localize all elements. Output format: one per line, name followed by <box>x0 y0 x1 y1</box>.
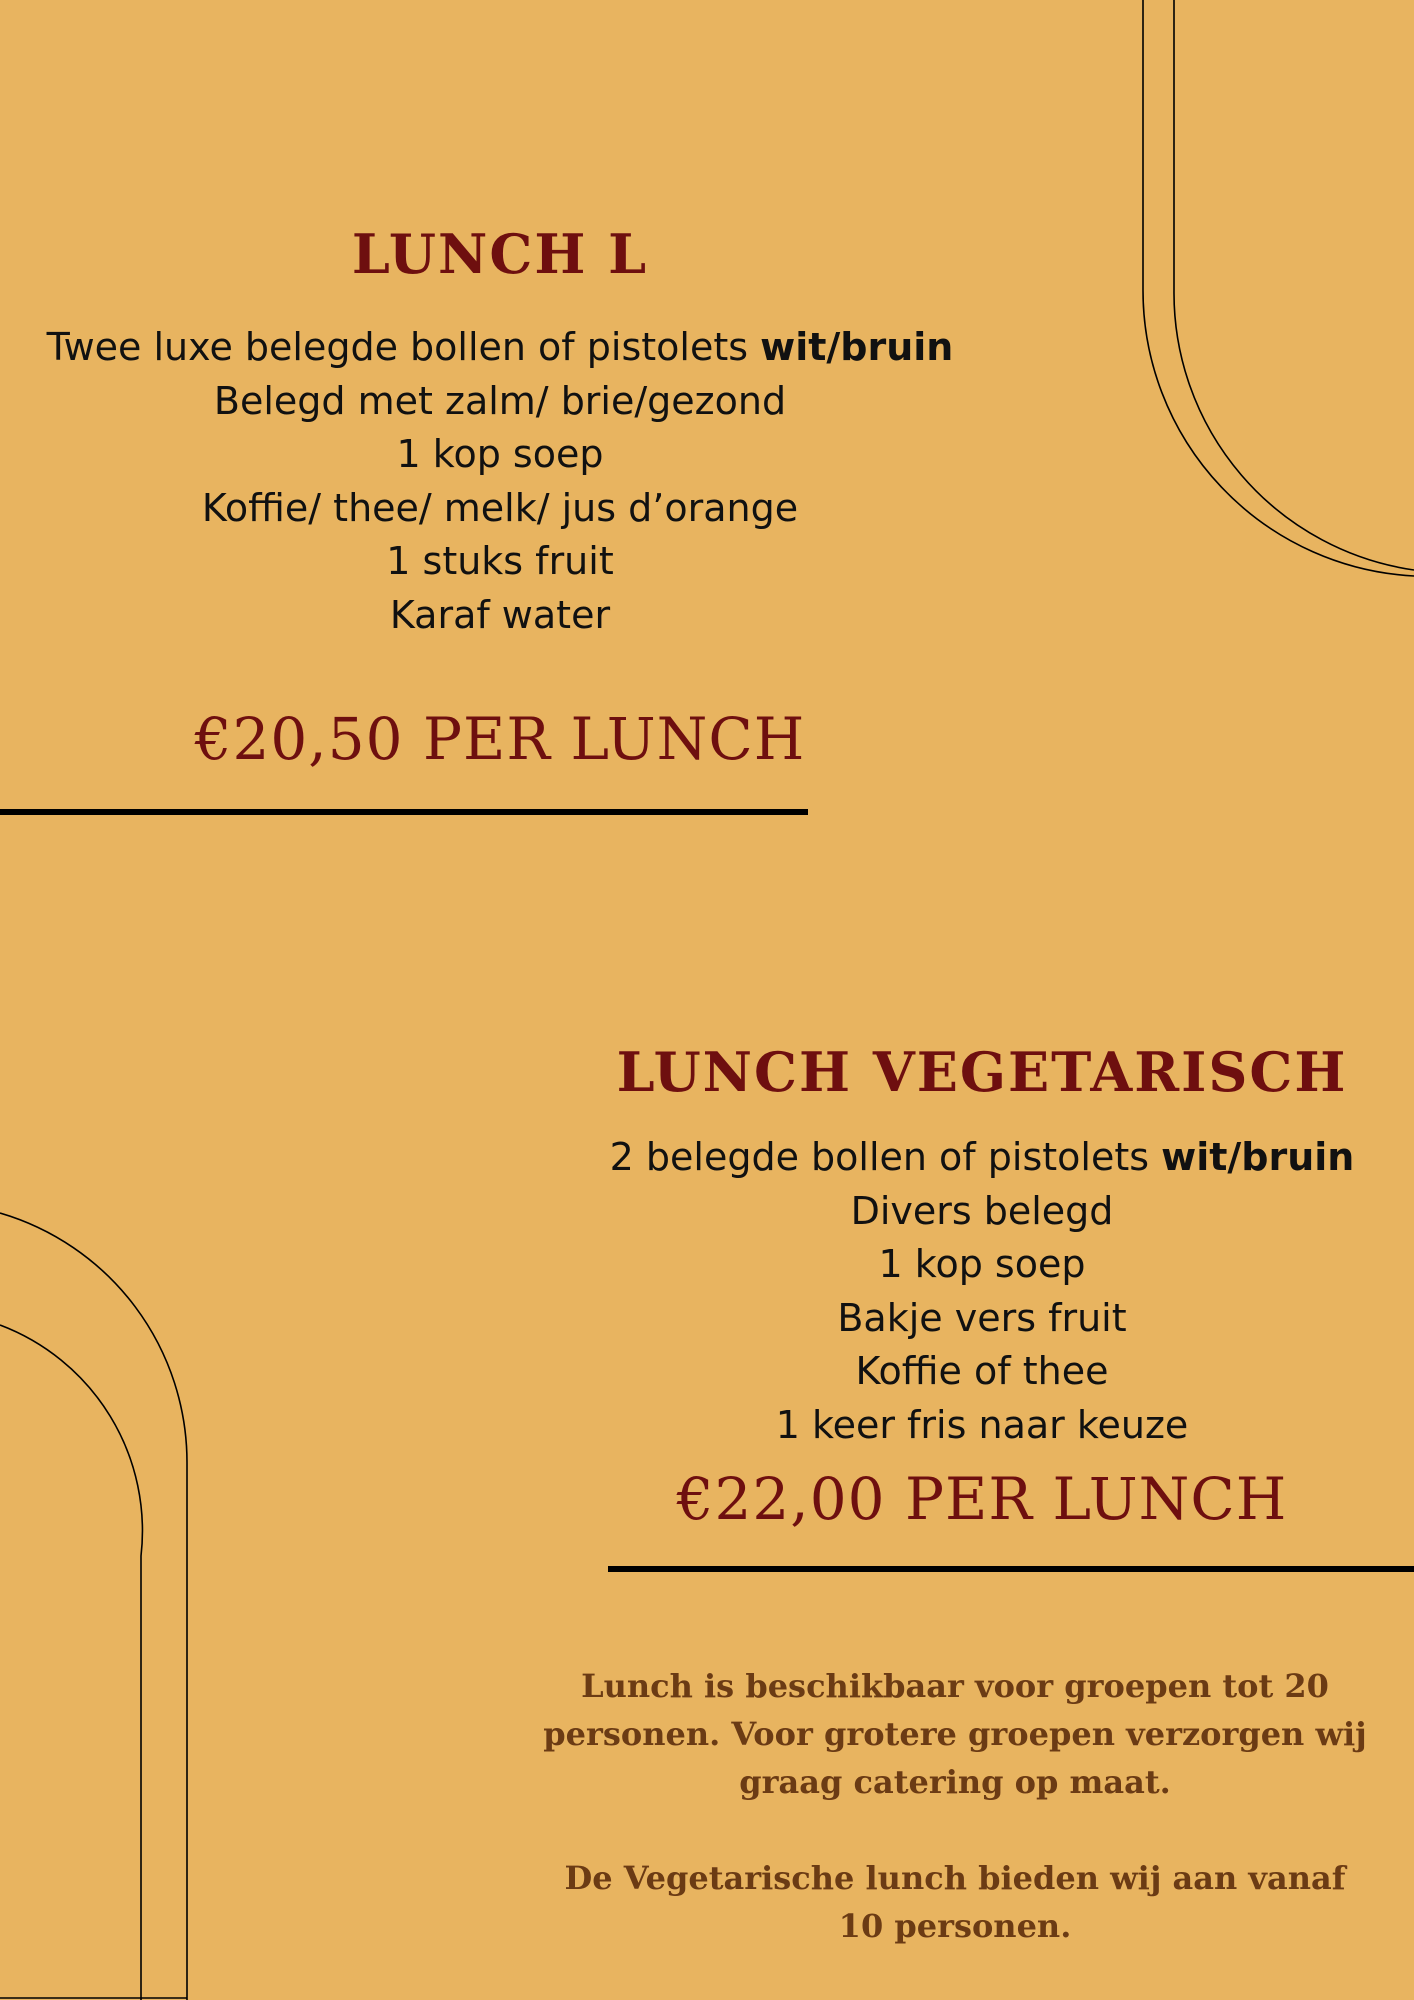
menu-item <box>560 1238 1404 1292</box>
menu-item-text: Divers belegd <box>850 1188 1114 1233</box>
lunch-l-divider <box>0 809 808 815</box>
menu-item-text: 1 kop soep <box>878 1242 1086 1286</box>
menu-item-bread-choice: wit/bruin <box>1161 1135 1355 1179</box>
menu-item-text: 2 belegde bollen of pistolets <box>609 1135 1162 1179</box>
menu-item <box>0 428 1000 482</box>
vegetarian-note: De Vegetarische lunch bieden wij aan vanaf 10 personen. <box>564 1859 1346 1945</box>
menu-item <box>0 321 1000 375</box>
menu-item-text: Koffie/ thee/ melk/ jus d’orange <box>201 485 799 530</box>
lunch-l-price: €20,50 PER LUNCH <box>194 705 806 773</box>
arch-top-right-outer <box>1143 0 1414 576</box>
menu-item-text: Karaf water <box>389 592 611 637</box>
lunch-l-title: LUNCH L <box>351 222 649 286</box>
group-size-note: Lunch is beschikbaar voor groepen tot 20 personen. Voor grotere groepen verzorgen wij graag catering op maat. <box>543 1667 1367 1801</box>
menu-item <box>0 535 1000 589</box>
menu-item <box>0 482 1000 536</box>
lunch-vegetarisch-title: LUNCH VEGETARISCH <box>616 1040 1348 1104</box>
menu-item <box>560 1399 1404 1453</box>
menu-item-text: Koffie of thee <box>855 1349 1109 1393</box>
lunch-vegetarisch-price: €22,00 PER LUNCH <box>676 1465 1288 1533</box>
arch-bottom-left-outer <box>0 1213 187 2000</box>
menu-item <box>0 589 1000 643</box>
menu-item <box>560 1292 1404 1346</box>
menu-item-text: 1 stuks fruit <box>386 539 614 583</box>
arch-top-right-inner <box>1174 0 1414 570</box>
arch-bottom-left-inner <box>0 1325 142 2000</box>
menu-item-text: Bakje vers fruit <box>837 1295 1127 1340</box>
menu-item <box>0 375 1000 429</box>
menu-item-bread-choice: wit/bruin <box>760 325 954 369</box>
menu-item-text: 1 keer fris naar keuze <box>775 1402 1189 1447</box>
menu-item <box>560 1131 1404 1185</box>
menu-item-text: Belegd met zalm/ brie/gezond <box>213 378 787 423</box>
menu-item <box>560 1185 1404 1239</box>
menu-item-text: 1 kop soep <box>396 432 604 476</box>
lunch-vegetarisch-items <box>560 1131 1404 1452</box>
menu-item-text: Twee luxe belegde bollen of pistolets <box>46 325 761 369</box>
lunch-l-items <box>0 321 1000 642</box>
menu-item <box>560 1345 1404 1399</box>
lunch-vegetarisch-divider <box>608 1566 1414 1572</box>
